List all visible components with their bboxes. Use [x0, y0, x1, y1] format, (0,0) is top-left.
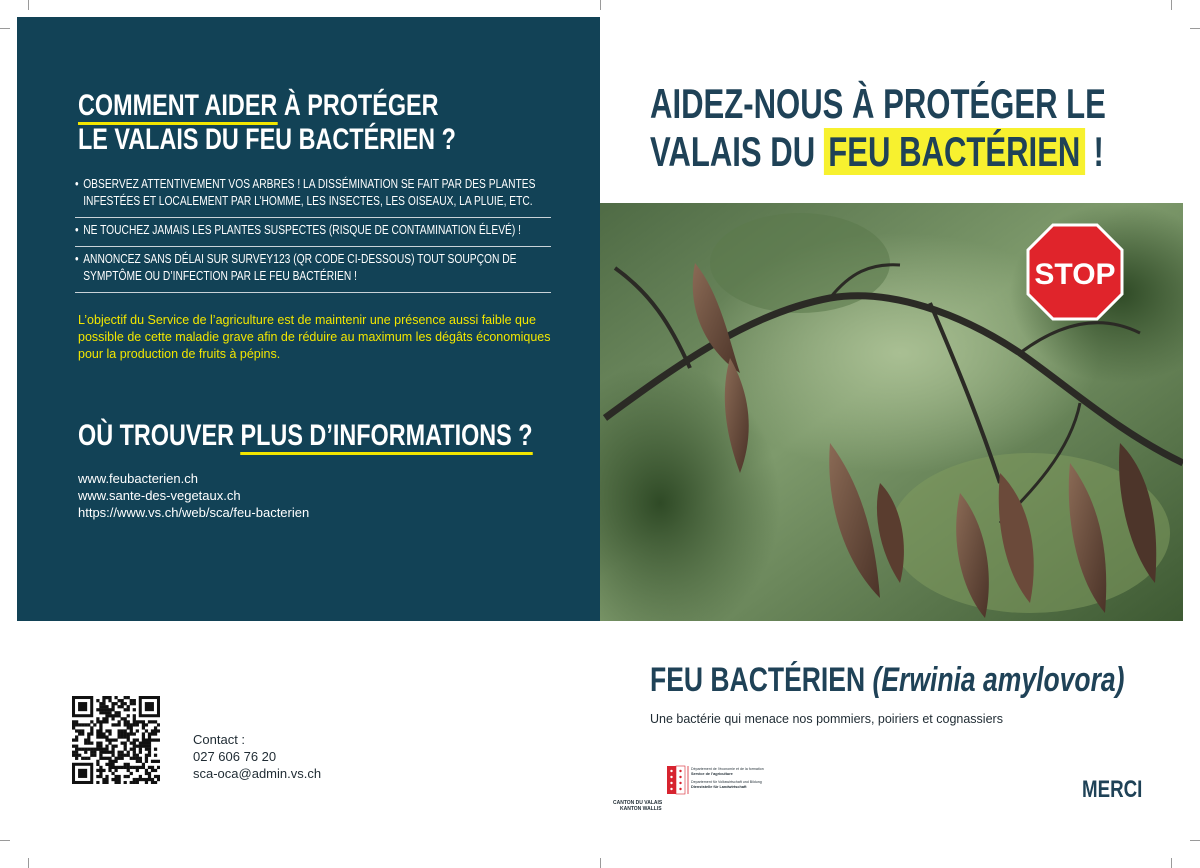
- objective-paragraph: L’objectif du Service de l’agriculture est de maintenir une présence aussi faible que possible de cette maladie grave afin de réduire au maximum les dégâts économiques pour la production de fruits à pépins.: [78, 313, 551, 361]
- svg-text:KANTON WALLIS: KANTON WALLIS: [620, 806, 662, 812]
- svg-text:CANTON DU VALAIS: CANTON DU VALAIS: [613, 800, 663, 806]
- svg-text:Service de l’agriculture: Service de l’agriculture: [691, 772, 733, 776]
- contact-block: [193, 731, 321, 782]
- crop-mark: [28, 0, 29, 10]
- bullet-marker: •: [75, 223, 79, 237]
- crop-mark: [0, 28, 10, 29]
- title-rest: À PROTÉGER: [277, 89, 439, 122]
- contact-label: Contact :: [193, 732, 246, 747]
- stop-sign-icon: [1028, 225, 1122, 319]
- advice-text: OBSERVEZ ATTENTIVEMENT VOS ARBRES ! LA DISSÉMINATION SE FAIT PAR DES PLANTES INFESTÉES ET LOCALEMENT PAR L’HOMME, LES INSECTES, LES OISEAUX, LA PLUIE, ETC.: [83, 177, 536, 208]
- valais-coat-of-arms-icon: [612, 762, 772, 818]
- contact-email[interactable]: sca-oca@admin.vs.ch: [193, 766, 322, 781]
- species-latin-name: (Erwinia amylovora): [872, 661, 1125, 699]
- canton-valais-logo: [612, 762, 772, 818]
- headline-line-1: AIDEZ-NOUS À PROTÉGER LE: [650, 80, 1106, 127]
- left-panel-title: [78, 89, 456, 157]
- photo-illustration: [600, 203, 1183, 621]
- info-title-prefix: OÙ TROUVER: [78, 419, 241, 452]
- advice-text: NE TOUCHEZ JAMAIS LES PLANTES SUSPECTES (RISQUE DE CONTAMINATION ÉLEVÉ) !: [83, 223, 522, 237]
- crop-mark: [1171, 858, 1172, 868]
- link-feubacterien[interactable]: www.feubacterien.ch: [78, 471, 198, 486]
- stop-sign-text: STOP: [1034, 258, 1116, 291]
- qr-code[interactable]: [72, 696, 160, 784]
- info-links: [78, 470, 309, 521]
- advice-list: [75, 172, 551, 293]
- contact-phone[interactable]: 027 606 76 20: [193, 749, 277, 764]
- title-line-2: LE VALAIS DU FEU BACTÉRIEN ?: [78, 123, 456, 156]
- infected-branch-photo: [600, 203, 1183, 621]
- headline-highlight: FEU BACTÉRIEN: [824, 128, 1085, 175]
- crop-mark: [1171, 0, 1172, 10]
- bullet-marker: •: [75, 177, 79, 191]
- merci-text: MERCI: [1082, 776, 1143, 803]
- advice-text: ANNONCEZ SANS DÉLAI SUR SURVEY123 (QR CODE CI-DESSOUS) TOUT SOUPÇON DE SYMPTÔME OU D’INFECTION PAR LE FEU BACTÉRIEN !: [83, 252, 517, 283]
- qr-finder-square: [140, 698, 158, 716]
- title-underlined-part: COMMENT AIDER: [78, 89, 277, 125]
- svg-text:Departement für Volkswirtschaf: Departement für Volkswirtschaft und Bildung: [691, 780, 762, 784]
- species-subtitle: Une bactérie qui menace nos pommiers, poiriers et cognassiers: [650, 712, 1003, 726]
- qr-finder-square: [74, 698, 92, 716]
- crop-mark: [28, 858, 29, 868]
- advice-item: [75, 247, 551, 293]
- qr-finder-square: [74, 764, 92, 782]
- species-title: FEU BACTÉRIEN (Erwinia amylovora): [650, 661, 1125, 699]
- qr-code-graphic: [72, 696, 160, 784]
- main-headline: [650, 80, 1106, 176]
- advice-item: [75, 172, 551, 218]
- svg-text:Département de l’économie et d: Département de l’économie et de la formation: [691, 767, 764, 771]
- left-info-panel: [17, 17, 600, 621]
- crop-mark: [0, 840, 10, 841]
- crop-mark: [600, 0, 601, 10]
- crop-mark: [1190, 840, 1200, 841]
- advice-item: [75, 218, 551, 247]
- link-sante-vegetaux[interactable]: www.sante-des-vegetaux.ch: [78, 488, 241, 503]
- info-title: [78, 419, 533, 453]
- bullet-marker: •: [75, 252, 79, 266]
- crop-mark: [1190, 28, 1200, 29]
- svg-text:Dienststelle für Landwirtschaf: Dienststelle für Landwirtschaft: [691, 785, 747, 789]
- info-title-underlined: PLUS D’INFORMATIONS ?: [241, 419, 533, 455]
- crop-mark: [600, 858, 601, 868]
- headline-line-2: VALAIS DU FEU BACTÉRIEN !: [650, 128, 1104, 175]
- link-vs-sca[interactable]: https://www.vs.ch/web/sca/feu-bacterien: [78, 505, 310, 520]
